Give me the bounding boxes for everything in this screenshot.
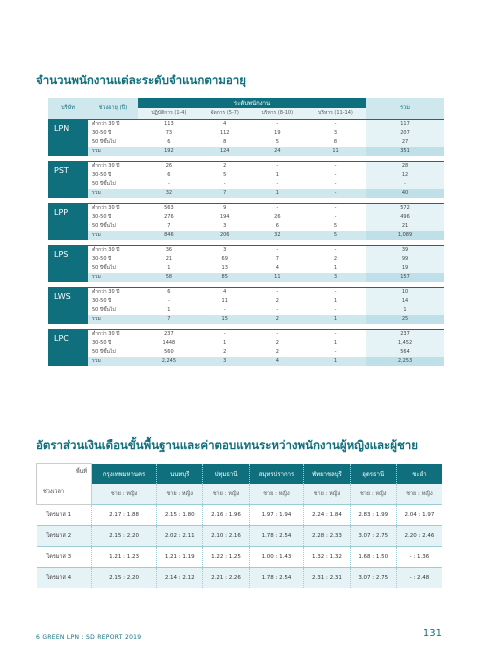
level-count: 5 [275,139,279,145]
row-total: 157 [366,273,444,282]
level-sub-header: ปฏิบัติการ (1-4) [138,108,200,120]
row-total: 19 [366,264,444,273]
quarter-label: ไตรมาส 1 [37,505,92,526]
level-count: - [305,204,366,214]
area-label: พื้นที่ [75,469,87,475]
province-header: ปทุมธานี [203,464,249,484]
level-count: 4 [250,357,305,366]
ratio-header: ชาย : หญิง [249,484,304,505]
level-count: 237 [138,330,200,340]
level-count: 3 [200,246,250,256]
ratio-cell: 2.04 : 1.97 [396,505,442,526]
ratio-cell: 2.15 : 2.20 [92,526,157,547]
company-code: LWS [48,288,88,325]
level-count: - [250,204,305,214]
province-header: ชะอำ [396,464,442,484]
age-group: 30-50 ปี [92,130,112,136]
level-sub-header: บริหาร (8-10) [250,108,305,120]
level-count: 1 [223,340,227,346]
table-row [48,222,444,231]
level-count: - [167,298,170,304]
table-row [48,120,444,130]
ratio-cell: 1.21 : 1.23 [92,547,157,568]
level-count: 3 [223,223,227,229]
age-group: ต่ำกว่า 30 ปี [88,288,138,298]
level-count: - [200,330,250,340]
level-count: 6 [275,223,279,229]
age-group: รวม [88,315,138,324]
level-count: 85 [200,273,250,282]
level-count: - [305,288,366,298]
level-count: 2 [250,315,305,324]
level-count: - [250,330,305,340]
ratio-cell: 3.07 : 2.75 [350,568,396,589]
level-count: 73 [165,130,173,136]
ratio-cell: 1.00 : 1.43 [249,547,304,568]
level-sub-header: จัดการ (5-7) [200,108,250,120]
level-count: 15 [200,315,250,324]
table-row [37,547,443,568]
table-row [48,315,444,324]
ratio-cell: 2.31 : 2.31 [304,568,350,589]
table-row [48,330,444,340]
row-total: 496 [366,213,444,222]
ratio-header: ชาย : หญิง [396,484,442,505]
ratio-cell: 1.97 : 1.94 [249,505,304,526]
age-group: ต่ำกว่า 30 ปี [88,330,138,340]
level-count: 9 [200,204,250,214]
level-count: 7 [275,256,279,262]
age-group: 50 ปีขึ้นไป [92,265,116,271]
level-count: - [305,246,366,256]
age-group: 30-50 ปี [92,256,112,262]
level-count: 21 [165,256,173,262]
table-row [48,213,444,222]
level-count: - [250,162,305,172]
level-count: 2 [200,162,250,172]
table-row [37,568,443,589]
age-group: ต่ำกว่า 30 ปี [88,204,138,214]
level-count: 7 [200,189,250,198]
level-count: 206 [200,231,250,240]
ratio-cell: 2.10 : 2.16 [203,526,249,547]
company-header: บริษัท [48,98,88,120]
age-group: รวม [88,189,138,198]
level-count: 13 [221,265,228,271]
ratio-cell: 2.15 : 2.20 [92,568,157,589]
table-row [48,162,444,172]
level-count: 113 [138,120,200,130]
row-total: 99 [366,255,444,264]
level-count: 32 [138,189,200,198]
level-count: 26 [274,214,281,220]
ratio-cell: 2.16 : 1.96 [203,505,249,526]
age-group: 50 ปีขึ้นไป [92,139,116,145]
age-group: 30-50 ปี [92,298,112,304]
level-count: 24 [250,147,305,156]
ratio-cell: 1.78 : 2.54 [249,568,304,589]
level-count: 1 [167,265,171,271]
level-sub-header: บริหาร (11-14) [305,108,366,120]
level-count: 4 [200,120,250,130]
row-total: 25 [366,315,444,324]
age-group: 30-50 ปี [92,214,112,220]
company-code: PST [48,162,88,199]
quarter-label: ไตรมาส 4 [37,568,92,589]
row-total: 40 [366,189,444,198]
age-group: รวม [88,357,138,366]
level-count: - [334,181,337,187]
level-count: 1 [275,172,279,178]
level-count: 32 [250,231,305,240]
company-code: LPN [48,120,88,157]
ratio-header: ชาย : หญิง [203,484,249,505]
table-row [48,147,444,156]
ratio-cell: 2.24 : 1.84 [304,505,350,526]
row-total: 14 [366,297,444,306]
row-total: 2,253 [366,357,444,366]
row-total: 12 [366,171,444,180]
level-count: 69 [221,256,228,262]
level-count: - [167,181,170,187]
level-count: 8 [333,139,338,145]
ratio-cell: 2.14 : 2.12 [157,568,203,589]
ratio-cell: 2.17 : 1.88 [92,505,157,526]
row-total: 28 [366,162,444,172]
level-count: 8 [223,139,227,145]
level-header: ระดับพนักงาน [138,98,366,108]
level-count: 6 [138,288,200,298]
age-group: 50 ปีขึ้นไป [92,223,116,229]
ratio-cell: - : 2.48 [396,568,442,589]
level-count: 4 [275,265,279,271]
ratio-cell: 2.83 : 1.99 [350,505,396,526]
province-header: กรุงเทพมหานคร [92,464,157,484]
level-count: 58 [138,273,200,282]
table-row [48,180,444,189]
ratio-header: ชาย : หญิง [304,484,350,505]
row-total: 572 [366,204,444,214]
level-count: 2 [275,298,279,304]
ratio-header: ชาย : หญิง [157,484,203,505]
age-group: 30-50 ปี [92,340,112,346]
level-count: - [305,120,366,130]
ratio-cell: 2.02 : 2.11 [157,526,203,547]
level-count: - [334,349,337,355]
age-header: ช่วงอายุ (ปี) [88,98,138,120]
row-total: 27 [366,138,444,147]
table-row [48,204,444,214]
table-row [48,288,444,298]
level-count: 4 [200,288,250,298]
level-count: 124 [200,147,250,156]
employee-level-title: จำนวนพนักงานแต่ละระดับจำแนกตามอายุ [36,73,246,87]
level-count: 1 [333,340,338,346]
level-count: - [250,246,305,256]
level-count: 1 [250,189,305,198]
level-count: 36 [138,246,200,256]
level-count: 2,245 [138,357,200,366]
level-count: 2 [275,340,279,346]
level-count: 560 [164,349,174,355]
age-group: 50 ปีขึ้นไป [92,181,116,187]
level-count: - [305,189,366,198]
age-group: 30-50 ปี [92,172,112,178]
level-count: - [250,288,305,298]
level-count: - [250,120,305,130]
table-row [37,526,443,547]
level-count: 11 [305,147,366,156]
ratio-cell: 1.21 : 1.19 [157,547,203,568]
level-count: 1 [305,315,366,324]
total-header: รวม [366,98,444,120]
row-total: 1 [366,306,444,315]
row-total: 207 [366,129,444,138]
age-group: ต่ำกว่า 30 ปี [88,162,138,172]
table-row [37,505,443,526]
row-total: 351 [366,147,444,156]
row-total: 10 [366,288,444,298]
salary-ratio-table [36,463,442,588]
level-count: 3 [333,130,338,136]
ratio-cell: 1.78 : 2.54 [249,526,304,547]
table-row [48,297,444,306]
level-count: - [276,181,279,187]
level-count: - [334,172,337,178]
level-count: 6 [167,139,171,145]
salary-ratio-title: อัตราส่วนเงินเดือนขั้นพื้นฐานและค่าตอบแทนระหว่างพนักงานผู้หญิงและผู้ชาย [36,438,418,452]
ratio-cell: - : 1.36 [396,547,442,568]
row-total: 21 [366,222,444,231]
level-count: - [276,307,279,313]
employee-level-table [48,98,444,366]
level-count: 6 [167,172,171,178]
quarter-label: ไตรมาส 3 [37,547,92,568]
level-count: 19 [274,130,281,136]
level-count: 2 [333,256,338,262]
row-total: 1,452 [366,339,444,348]
level-count: 2 [223,349,227,355]
ratio-cell: 2.21 : 2.26 [203,568,249,589]
level-count: 3 [305,273,366,282]
level-count: 7 [167,223,171,229]
ratio-cell: 1.22 : 1.25 [203,547,249,568]
table-row [48,171,444,180]
level-count: - [334,307,337,313]
ratio-cell: 2.15 : 1.80 [157,505,203,526]
level-count: - [305,162,366,172]
level-count: 1 [305,357,366,366]
level-count: - [334,214,337,220]
level-count: 3 [200,357,250,366]
table-row [48,357,444,366]
table-row [48,246,444,256]
row-total: 1,089 [366,231,444,240]
ratio-header: ชาย : หญิง [350,484,396,505]
table-row [48,273,444,282]
footer-report-name: 6 GREEN LPN : SD REPORT 2019 [36,634,142,641]
table-row [48,129,444,138]
age-group: ต่ำกว่า 30 ปี [88,246,138,256]
age-group: 50 ปีขึ้นไป [92,307,116,313]
row-total: - [366,180,444,189]
table-row [48,138,444,147]
level-count: 26 [138,162,200,172]
row-total: 237 [366,330,444,340]
ratio-cell: 1.32 : 1.32 [304,547,350,568]
row-total: 117 [366,120,444,130]
level-count: 2 [275,349,279,355]
level-count: 276 [164,214,174,220]
age-group: รวม [88,231,138,240]
page-number: 131 [422,628,442,639]
level-count: - [223,307,226,313]
age-group: ต่ำกว่า 30 ปี [88,120,138,130]
ratio-header: ชาย : หญิง [92,484,157,505]
company-code: LPC [48,330,88,367]
age-group: 50 ปีขึ้นไป [92,349,116,355]
level-count: 194 [219,214,230,220]
corner-header [37,464,92,505]
row-total: 39 [366,246,444,256]
row-total: 564 [366,348,444,357]
level-count: 5 [333,223,338,229]
quarter-label: ไตรมาส 2 [37,526,92,547]
company-code: LPS [48,246,88,283]
age-group: รวม [88,147,138,156]
table-row [48,231,444,240]
level-count: 846 [138,231,200,240]
level-count: 5 [223,172,227,178]
province-header: พัทยาชลบุรี [304,464,350,484]
level-count: 192 [138,147,200,156]
level-count: 5 [305,231,366,240]
level-count: 11 [221,298,228,304]
table-row [48,339,444,348]
period-label: ช่วงเวลา [43,489,64,495]
ratio-cell: 2.28 : 2.33 [304,526,350,547]
ratio-cell: 1.68 : 1.50 [350,547,396,568]
table-row [48,264,444,273]
province-header: อุดรธานี [350,464,396,484]
level-count: 1 [333,298,338,304]
level-count: 1448 [162,340,176,346]
table-row [48,306,444,315]
ratio-cell: 2.20 : 2.46 [396,526,442,547]
level-count: - [305,330,366,340]
level-count: 7 [138,315,200,324]
level-count: 1 [167,307,171,313]
province-header: นนทบุรี [157,464,203,484]
level-count: 563 [138,204,200,214]
ratio-cell: 3.07 : 2.75 [350,526,396,547]
level-count: 112 [219,130,230,136]
table-row [48,348,444,357]
province-header: สมุทรปราการ [249,464,304,484]
level-count: - [223,181,226,187]
company-code: LPP [48,204,88,241]
table-row [48,255,444,264]
table-row [48,189,444,198]
level-count: 1 [333,265,338,271]
age-group: รวม [88,273,138,282]
level-count: 11 [250,273,305,282]
